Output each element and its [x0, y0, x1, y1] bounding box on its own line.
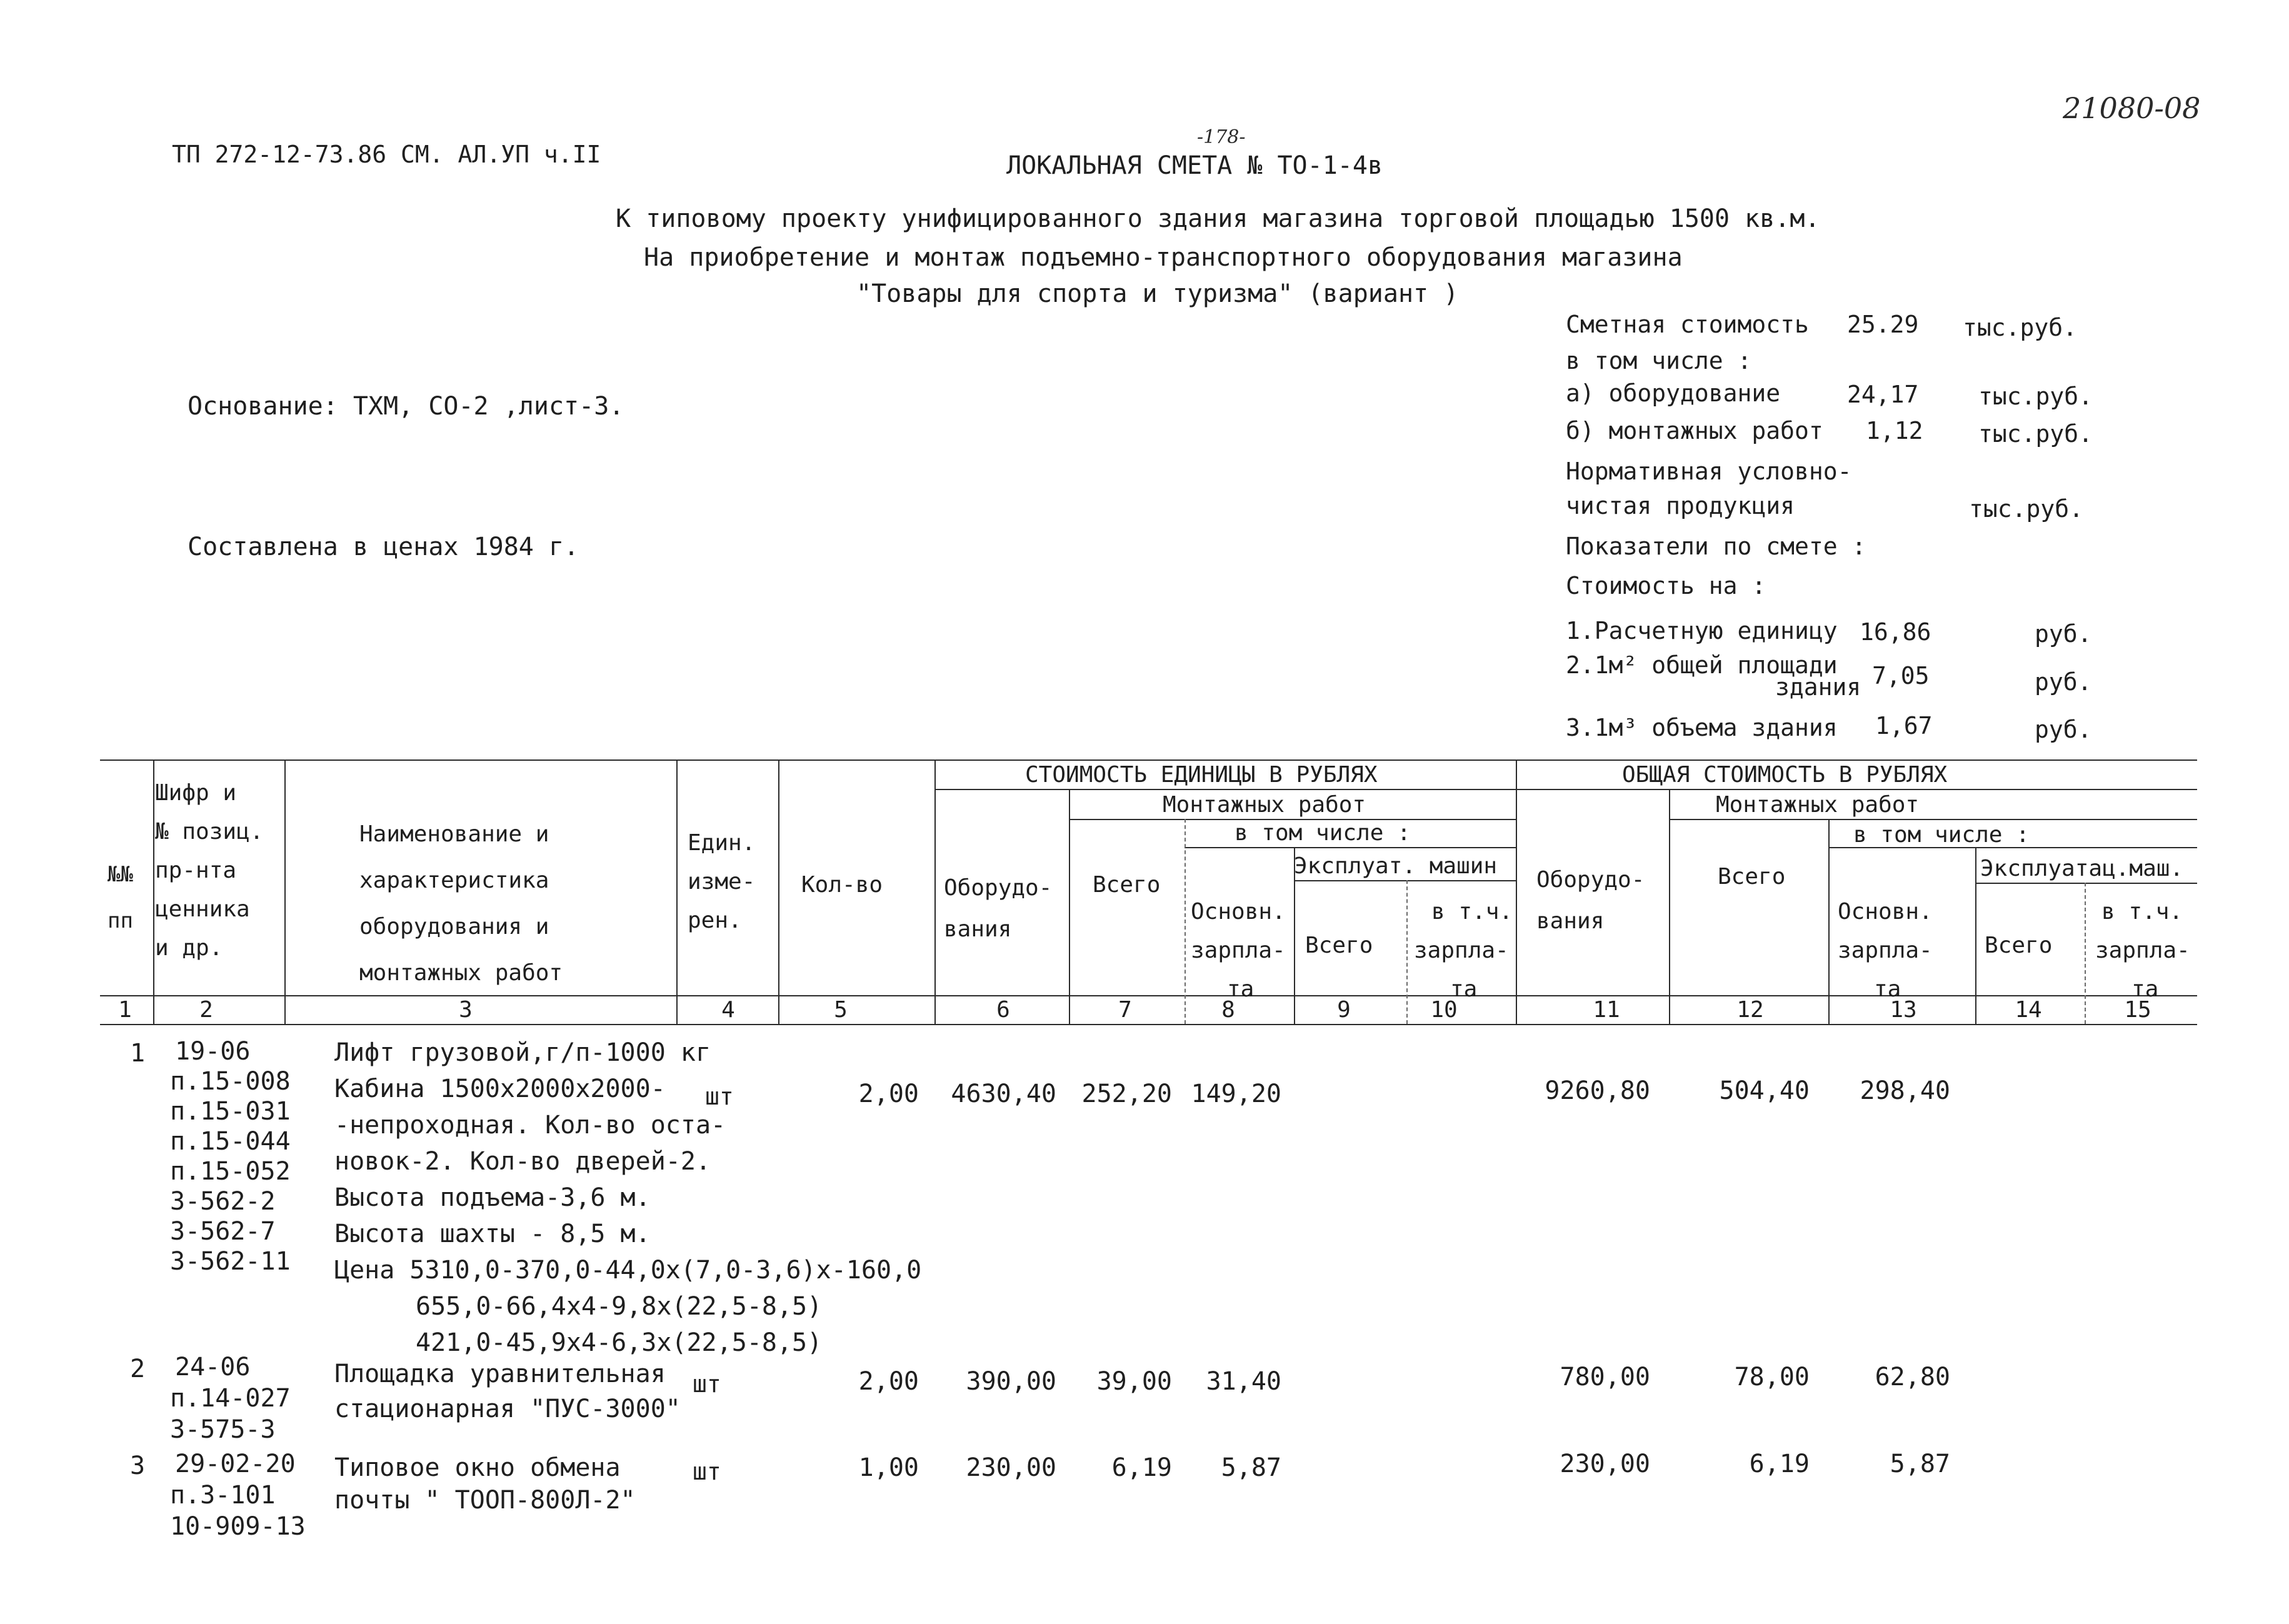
header-total-base-salary-line-3: та	[1874, 976, 1901, 1002]
name-line: 421,0-45,9х4-6,3х(22,5-8,5)	[416, 1328, 823, 1357]
header-code-line-1: Шифр и	[155, 780, 237, 806]
header-unit-base-salary-line-2: зарпла-	[1191, 938, 1286, 963]
row-unit: шт	[705, 1083, 734, 1110]
col-divider-10	[1516, 759, 1517, 1024]
indicator-1-value: 16,86	[1860, 618, 1931, 646]
summary-cost-value: 25.29	[1847, 311, 1919, 338]
summary-norm-unit: тыс.руб.	[1969, 495, 2084, 523]
header-total-equipment	[1536, 860, 1645, 942]
col-divider-1	[153, 759, 154, 1024]
header-name-line-4: монтажных работ	[359, 960, 563, 986]
header-no	[108, 851, 133, 944]
summary-equipment-label: а) оборудование	[1566, 379, 1781, 407]
group-header-rule	[934, 789, 2197, 790]
col-divider-4	[778, 759, 779, 1024]
row-unit-base-salary: 149,20	[1191, 1080, 1281, 1108]
header-total-base-salary-line-1: Основн.	[1838, 899, 1933, 925]
header-unit-line-1: Един.	[688, 830, 756, 856]
column-number: 3	[459, 997, 473, 1023]
header-total-incl-salary-line-2: зарпла-	[2095, 938, 2190, 963]
indicator-3-label: 3.1м³ объема здания	[1566, 714, 1838, 741]
row-unit-mount-total: 39,00	[1096, 1367, 1172, 1396]
row-quantity: 2,00	[858, 1080, 919, 1108]
row-unit-equipment-cost: 390,00	[966, 1367, 1056, 1396]
expl-rule-left	[1294, 880, 1516, 881]
header-unit-expl-total: Всего	[1305, 933, 1373, 958]
row-total-equipment-cost: 9260,80	[1545, 1076, 1650, 1105]
code-line: 3-562-7	[170, 1217, 276, 1246]
header-qty: Кол-во	[801, 872, 883, 898]
basis-note: Основание: ТХМ, СО-2 ,лист-3.	[188, 392, 624, 421]
name-line: Высота шахты - 8,5 м.	[334, 1220, 651, 1248]
unit-cost-group-header: СТОИМОСТЬ ЕДИНИЦЫ В РУБЛЯХ	[1025, 762, 1378, 788]
header-unit-equipment-line-1: Оборудо-	[944, 875, 1053, 901]
mount-rule-right	[1669, 819, 2197, 820]
summary-mounting-label: б) монтажных работ	[1566, 417, 1823, 444]
code-line: п.14-027	[170, 1384, 291, 1413]
summary-cost-per-label: Стоимость на :	[1566, 572, 1766, 599]
header-unit-equipment-line-2: вания	[944, 916, 1012, 942]
row-name	[334, 1451, 636, 1516]
header-unit-line-3: рен.	[688, 908, 742, 933]
name-line: новок-2. Кол-во дверей-2.	[334, 1147, 711, 1176]
total-expl-mach-header: Эксплуатац.маш.	[1980, 856, 2184, 881]
column-number: 13	[1890, 997, 1917, 1023]
header-code-line-4: ценника	[155, 896, 250, 922]
name-line: Типовое окно обмена	[334, 1453, 621, 1482]
header-unit-incl-salary-line-2: зарпла-	[1414, 938, 1509, 963]
unit-mount-works-header: Монтажных работ	[1163, 792, 1366, 818]
column-number: 7	[1118, 997, 1132, 1023]
row-unit-mount-total: 6,19	[1111, 1453, 1172, 1482]
header-code	[155, 774, 263, 968]
summary-norm-label-1: Нормативная условно-	[1566, 458, 1852, 485]
summary-indicators-label: Показатели по смете :	[1566, 533, 1866, 560]
col-divider-11	[1669, 789, 1670, 1024]
summary-mounting-value: 1,12	[1866, 417, 1923, 444]
row-number: 3	[130, 1451, 146, 1480]
header-unit-base-salary-line-1: Основн.	[1191, 899, 1286, 925]
column-number: 2	[199, 997, 213, 1023]
subtitle-line-1: К типовому проекту унифицированного здания магазина торговой площадью 1500 кв.м.	[616, 204, 1820, 233]
header-unit-base-salary	[1191, 893, 1286, 1009]
header-total-equipment-line-2: вания	[1536, 908, 1605, 934]
header-name-line-2: характеристика	[359, 868, 549, 893]
column-number: 6	[996, 997, 1010, 1023]
row-total-mount-total: 6,19	[1749, 1450, 1810, 1478]
indicator-2-value: 7,05	[1872, 662, 1930, 689]
col-divider-3	[676, 759, 678, 1024]
name-line: -непроходная. Кол-во оста-	[334, 1111, 726, 1140]
header-total-incl-salary-line-1: в т.ч.	[2101, 899, 2183, 925]
row-unit-base-salary: 5,87	[1221, 1453, 1281, 1482]
col-divider-5	[934, 759, 936, 1024]
code-line: п.15-044	[170, 1127, 291, 1156]
total-cost-group-header: ОБЩАЯ СТОИМОСТЬ В РУБЛЯХ	[1622, 762, 1948, 788]
code-line: п.15-052	[170, 1157, 291, 1186]
header-total-incl-salary-line-3: та	[2131, 976, 2159, 1002]
code-line: 3-562-2	[170, 1187, 276, 1216]
column-number: 4	[721, 997, 735, 1023]
column-number: 15	[2124, 997, 2151, 1023]
summary-norm-label-2: чистая продукция	[1566, 492, 1795, 519]
indicator-3-unit: руб.	[2035, 716, 2092, 743]
header-unit-line-2: изме-	[688, 869, 756, 895]
col-divider-12	[1828, 819, 1830, 1024]
expl-rule-right	[1975, 883, 2197, 884]
column-number: 8	[1221, 997, 1235, 1023]
summary-equipment-value: 24,17	[1847, 381, 1919, 408]
header-no-line-2: пп	[108, 908, 133, 933]
header-unit-incl-salary-line-1: в т.ч.	[1431, 899, 1513, 925]
document-title: ЛОКАЛЬНАЯ СМЕТА № ТО-1-4в	[1006, 151, 1383, 180]
header-unit-equipment	[944, 868, 1052, 950]
header-no-line-1: №№	[108, 862, 133, 887]
code-line: 3-562-11	[170, 1247, 291, 1276]
row-total-base-salary: 298,40	[1860, 1076, 1950, 1105]
header-total-base-salary	[1838, 893, 1933, 1009]
row-quantity: 1,00	[858, 1453, 919, 1482]
row-total-mount-total: 504,40	[1719, 1076, 1810, 1105]
page-number: -178-	[1197, 126, 1246, 148]
header-total-base-salary-line-2: зарпла-	[1838, 938, 1933, 963]
indicator-2-label: 2.1м² общей площади	[1566, 651, 1838, 679]
code-line: 10-909-13	[170, 1512, 306, 1541]
column-number: 12	[1736, 997, 1764, 1023]
col-divider-14	[2085, 883, 2086, 1024]
header-total-expl-total: Всего	[1985, 933, 2053, 958]
name-line: Лифт грузовой,г/п-1000 кг	[334, 1038, 711, 1067]
header-name	[359, 811, 563, 996]
header-code-line-2: № позиц.	[155, 819, 264, 845]
indicator-3-value: 1,67	[1875, 712, 1933, 739]
indicator-1-label: 1.Расчетную единицу	[1566, 617, 1838, 644]
header-total-incl-salary	[2095, 893, 2190, 1009]
total-incl-header: в том числе :	[1853, 822, 2030, 848]
code-line: п.3-101	[170, 1481, 276, 1510]
col-divider-2	[284, 759, 286, 1024]
col-divider-6	[1069, 789, 1070, 1024]
summary-cost-label: Сметная стоимость	[1566, 311, 1809, 338]
archive-number: 21080-08	[2063, 91, 2201, 125]
row-unit-base-salary: 31,40	[1206, 1367, 1281, 1396]
subtitle-line-3: "Товары для спорта и туризма" (вариант )	[856, 279, 1459, 308]
project-reference: ТП 272-12-73.86 СМ. АЛ.УП ч.II	[172, 141, 601, 168]
code-line: 3-575-3	[170, 1415, 276, 1444]
column-number: 11	[1593, 997, 1620, 1023]
table-top-border	[100, 759, 2197, 761]
summary-mounting-unit: тыс.руб.	[1978, 420, 2093, 448]
summary-cost-unit: тыс.руб.	[1963, 314, 2078, 341]
indicator-2-unit: руб.	[2035, 668, 2092, 696]
header-unit-incl-salary-line-3: та	[1450, 976, 1478, 1002]
subtitle-line-2: На приобретение и монтаж подъемно-транспортного оборудования магазина	[644, 243, 1683, 272]
name-line: почты " ТООП-800Л-2"	[334, 1486, 636, 1515]
name-line: Цена 5310,0-370,0-44,0х(7,0-3,6)х-160,0	[334, 1256, 922, 1285]
column-number: 10	[1430, 997, 1458, 1023]
row-total-base-salary: 62,80	[1875, 1363, 1950, 1391]
row-codes	[170, 1036, 291, 1276]
row-quantity: 2,00	[858, 1367, 919, 1396]
column-numbers-bottom	[100, 1024, 2197, 1025]
code-line: 24-06	[175, 1353, 251, 1381]
row-total-equipment-cost: 780,00	[1560, 1363, 1650, 1391]
unit-expl-mach-header: Эксплуат. машин	[1294, 853, 1498, 879]
header-total-equipment-line-1: Оборудо-	[1536, 867, 1645, 893]
total-mount-works-header: Монтажных работ	[1716, 792, 1920, 818]
row-unit-equipment-cost: 230,00	[966, 1453, 1056, 1482]
header-name-line-3: оборудования и	[359, 914, 549, 940]
code-line: п.15-031	[170, 1097, 291, 1126]
code-line: 19-06	[175, 1037, 251, 1066]
header-unit-base-salary-line-3: та	[1227, 976, 1255, 1002]
row-codes	[170, 1351, 291, 1445]
row-total-equipment-cost: 230,00	[1560, 1450, 1650, 1478]
row-unit-equipment-cost: 4630,40	[951, 1080, 1056, 1108]
code-line: п.15-008	[170, 1067, 291, 1096]
summary-incl-label: в том числе :	[1566, 347, 1752, 374]
column-number: 9	[1337, 997, 1351, 1023]
row-number: 2	[130, 1355, 146, 1383]
col-divider-9	[1406, 880, 1408, 1024]
header-unit	[688, 824, 755, 940]
column-number: 14	[2015, 997, 2042, 1023]
header-code-line-3: пр-нта	[155, 858, 237, 883]
name-line: стационарная "ПУС-3000"	[334, 1395, 681, 1423]
column-number: 5	[834, 997, 848, 1023]
row-codes	[170, 1448, 306, 1542]
col-divider-13	[1975, 847, 1976, 1024]
col-divider-7	[1185, 819, 1186, 1024]
row-unit-mount-total: 252,20	[1081, 1080, 1172, 1108]
header-unit-total: Всего	[1093, 872, 1161, 898]
code-line: 29-02-20	[175, 1450, 296, 1478]
row-name	[334, 1356, 681, 1426]
summary-equipment-unit: тыс.руб.	[1978, 383, 2093, 410]
header-code-line-5: и др.	[155, 935, 223, 961]
column-number: 1	[118, 997, 132, 1023]
row-number: 1	[130, 1039, 146, 1068]
row-total-base-salary: 5,87	[1890, 1450, 1950, 1478]
name-line: Высота подъема-3,6 м.	[334, 1183, 651, 1212]
prices-year-note: Составлена в ценах 1984 г.	[188, 533, 579, 561]
header-total-total: Всего	[1718, 864, 1786, 890]
unit-incl-header: в том числе :	[1235, 820, 1411, 846]
indicator-2-label-cont: здания	[1775, 673, 1861, 701]
row-unit: шт	[693, 1458, 721, 1485]
indicator-1-unit: руб.	[2035, 620, 2092, 648]
header-unit-incl-salary	[1414, 893, 1513, 1009]
incl-rule-left	[1185, 847, 1516, 848]
row-total-mount-total: 78,00	[1734, 1363, 1810, 1391]
name-line: Площадка уравнительная	[334, 1360, 666, 1388]
name-line: Кабина 1500х2000х2000-	[334, 1075, 666, 1103]
header-name-line-1: Наименование и	[359, 821, 549, 847]
row-unit: шт	[693, 1370, 721, 1398]
name-line: 655,0-66,4х4-9,8х(22,5-8,5)	[416, 1292, 823, 1321]
